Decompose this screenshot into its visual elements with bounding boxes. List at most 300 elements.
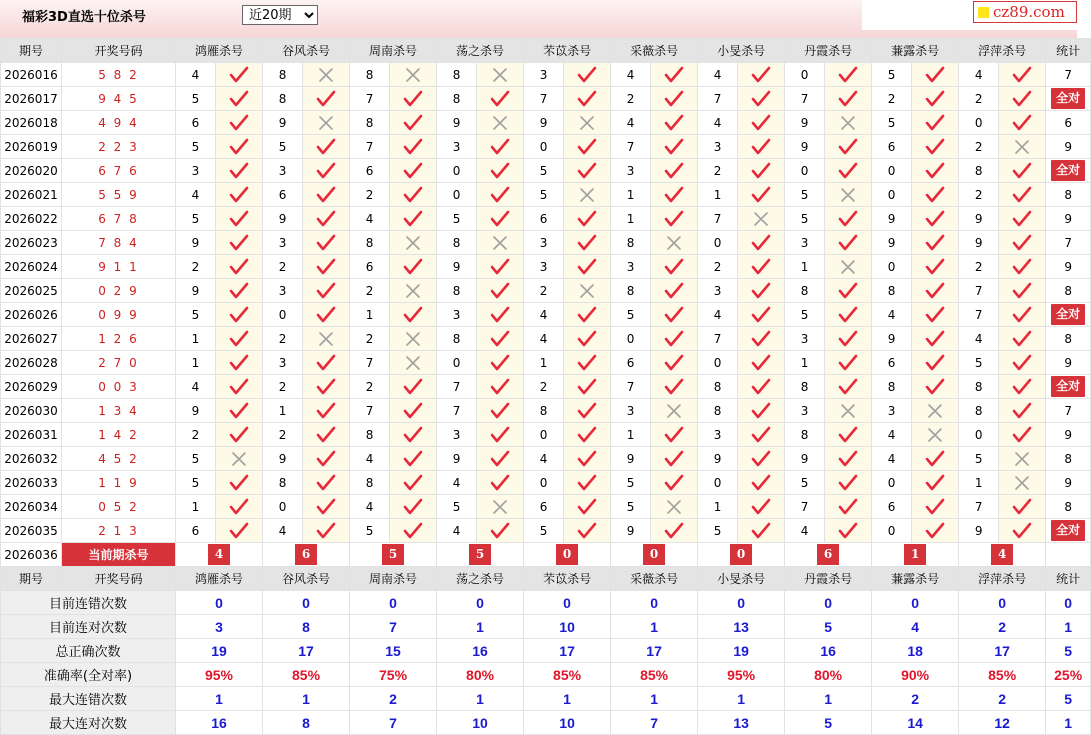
summary-value: 0 bbox=[872, 591, 959, 615]
summary-value: 0 bbox=[263, 591, 350, 615]
kill-result bbox=[912, 375, 959, 399]
kill-value: 0 bbox=[611, 327, 651, 351]
row-stat: 6 bbox=[1046, 111, 1091, 135]
kill-result bbox=[738, 519, 785, 543]
kill-result bbox=[477, 63, 524, 87]
check-icon bbox=[838, 474, 858, 492]
issue-number: 2026022 bbox=[1, 207, 62, 231]
summary-value: 4 bbox=[872, 615, 959, 639]
kill-value: 7 bbox=[437, 399, 477, 423]
check-icon bbox=[403, 474, 423, 492]
summary-value: 85% bbox=[611, 663, 698, 687]
kill-result bbox=[912, 111, 959, 135]
check-icon bbox=[403, 258, 423, 276]
row-stat: 9 bbox=[1046, 471, 1091, 495]
draw-number: 6 7 8 bbox=[62, 207, 176, 231]
kill-result bbox=[912, 471, 959, 495]
current-period-row bbox=[1, 543, 1091, 567]
check-icon bbox=[403, 306, 423, 324]
check-icon bbox=[1012, 234, 1032, 252]
cross-icon bbox=[490, 234, 510, 252]
kill-result bbox=[738, 495, 785, 519]
kill-result bbox=[912, 303, 959, 327]
kill-value: 5 bbox=[176, 471, 216, 495]
kill-value: 4 bbox=[785, 519, 825, 543]
table-row bbox=[1, 207, 1091, 231]
cross-icon bbox=[577, 114, 597, 132]
kill-value: 3 bbox=[524, 255, 564, 279]
kill-result bbox=[912, 327, 959, 351]
kill-value: 2 bbox=[263, 375, 303, 399]
kill-result bbox=[651, 447, 698, 471]
summary-stat: 0 bbox=[1046, 591, 1091, 615]
check-icon bbox=[490, 426, 510, 444]
kill-value: 3 bbox=[524, 63, 564, 87]
check-icon bbox=[403, 114, 423, 132]
kill-value: 4 bbox=[350, 207, 390, 231]
kill-value: 9 bbox=[611, 447, 651, 471]
current-kill-cell bbox=[698, 543, 785, 567]
check-icon bbox=[490, 138, 510, 156]
check-icon bbox=[229, 138, 249, 156]
summary-label: 目前连错次数 bbox=[1, 591, 176, 615]
summary-value: 1 bbox=[263, 687, 350, 711]
current-kill-cell bbox=[263, 543, 350, 567]
kill-value: 1 bbox=[524, 351, 564, 375]
check-icon bbox=[925, 474, 945, 492]
check-icon bbox=[751, 114, 771, 132]
draw-number: 5 5 9 bbox=[62, 183, 176, 207]
header-expert: 浮萍杀号 bbox=[959, 39, 1046, 63]
check-icon bbox=[925, 90, 945, 108]
kill-value: 6 bbox=[176, 111, 216, 135]
kill-result bbox=[651, 423, 698, 447]
check-icon bbox=[577, 522, 597, 540]
kill-result bbox=[738, 231, 785, 255]
summary-label: 目前连对次数 bbox=[1, 615, 176, 639]
check-icon bbox=[577, 330, 597, 348]
header-stat: 统计 bbox=[1046, 39, 1091, 63]
kill-result bbox=[825, 135, 872, 159]
draw-number: 4 9 4 bbox=[62, 111, 176, 135]
summary-row bbox=[1, 639, 1091, 663]
check-icon bbox=[1012, 354, 1032, 372]
check-icon bbox=[925, 234, 945, 252]
kill-result bbox=[216, 327, 263, 351]
kill-value: 2 bbox=[872, 87, 912, 111]
check-icon bbox=[229, 474, 249, 492]
kill-value: 5 bbox=[524, 183, 564, 207]
current-kill-cell bbox=[611, 543, 698, 567]
kill-value: 8 bbox=[350, 63, 390, 87]
summary-value: 2 bbox=[872, 687, 959, 711]
kill-result bbox=[303, 351, 350, 375]
header-expert: 丹霞杀号 bbox=[785, 567, 872, 591]
table-row bbox=[1, 423, 1091, 447]
kill-value: 0 bbox=[785, 159, 825, 183]
kill-value: 1 bbox=[698, 183, 738, 207]
kill-result bbox=[825, 87, 872, 111]
cross-icon bbox=[664, 498, 684, 516]
kill-result bbox=[564, 399, 611, 423]
kill-result bbox=[303, 159, 350, 183]
kill-value: 1 bbox=[698, 495, 738, 519]
kill-value: 9 bbox=[611, 519, 651, 543]
kill-result bbox=[216, 303, 263, 327]
issue-number: 2026018 bbox=[1, 111, 62, 135]
kill-value: 5 bbox=[263, 135, 303, 159]
kill-result bbox=[999, 279, 1046, 303]
kill-value: 8 bbox=[437, 231, 477, 255]
issue-number: 2026028 bbox=[1, 351, 62, 375]
summary-label: 最大连对次数 bbox=[1, 711, 176, 735]
draw-number: 7 8 4 bbox=[62, 231, 176, 255]
table-row bbox=[1, 279, 1091, 303]
kill-result bbox=[303, 495, 350, 519]
kill-result bbox=[216, 423, 263, 447]
current-kill-value: 4 bbox=[991, 544, 1013, 565]
check-icon bbox=[316, 138, 336, 156]
kill-value: 4 bbox=[611, 111, 651, 135]
kill-value: 9 bbox=[959, 207, 999, 231]
check-icon bbox=[664, 138, 684, 156]
kill-value: 3 bbox=[785, 231, 825, 255]
kill-value: 2 bbox=[698, 159, 738, 183]
summary-row bbox=[1, 615, 1091, 639]
summary-value: 7 bbox=[350, 711, 437, 735]
draw-number: 0 0 3 bbox=[62, 375, 176, 399]
cross-icon bbox=[577, 282, 597, 300]
kill-value: 2 bbox=[176, 255, 216, 279]
kill-result bbox=[825, 159, 872, 183]
kill-value: 5 bbox=[785, 303, 825, 327]
kill-result bbox=[390, 375, 437, 399]
kill-value: 0 bbox=[437, 183, 477, 207]
summary-value: 85% bbox=[524, 663, 611, 687]
summary-value: 2 bbox=[959, 615, 1046, 639]
kill-result bbox=[651, 495, 698, 519]
current-kill-cell bbox=[524, 543, 611, 567]
current-kill-value: 0 bbox=[643, 544, 665, 565]
issue-number: 2026019 bbox=[1, 135, 62, 159]
kill-value: 0 bbox=[524, 423, 564, 447]
header-expert: 谷风杀号 bbox=[263, 567, 350, 591]
kill-result bbox=[564, 255, 611, 279]
kill-value: 7 bbox=[698, 207, 738, 231]
kill-value: 8 bbox=[959, 159, 999, 183]
check-icon bbox=[316, 378, 336, 396]
summary-value: 90% bbox=[872, 663, 959, 687]
kill-value: 3 bbox=[263, 351, 303, 375]
summary-value: 7 bbox=[611, 711, 698, 735]
kill-result bbox=[912, 255, 959, 279]
kill-value: 6 bbox=[176, 519, 216, 543]
kill-result bbox=[564, 519, 611, 543]
kill-value: 2 bbox=[350, 375, 390, 399]
check-icon bbox=[838, 426, 858, 444]
summary-value: 16 bbox=[176, 711, 263, 735]
kill-result bbox=[477, 135, 524, 159]
cross-icon bbox=[1012, 450, 1032, 468]
issue-number: 2026032 bbox=[1, 447, 62, 471]
row-stat bbox=[1046, 303, 1091, 327]
kill-result bbox=[477, 399, 524, 423]
check-icon bbox=[1012, 162, 1032, 180]
kill-value: 3 bbox=[176, 159, 216, 183]
row-stat bbox=[1046, 519, 1091, 543]
kill-value: 3 bbox=[263, 231, 303, 255]
kill-value: 1 bbox=[176, 495, 216, 519]
kill-result bbox=[477, 495, 524, 519]
kill-value: 7 bbox=[611, 135, 651, 159]
summary-value: 95% bbox=[176, 663, 263, 687]
check-icon bbox=[751, 354, 771, 372]
all-correct-badge: 全对 bbox=[1051, 520, 1085, 541]
summary-value: 85% bbox=[263, 663, 350, 687]
summary-value: 0 bbox=[698, 591, 785, 615]
kill-result bbox=[912, 231, 959, 255]
kill-result bbox=[216, 231, 263, 255]
check-icon bbox=[316, 402, 336, 420]
row-stat bbox=[1046, 159, 1091, 183]
kill-result bbox=[303, 231, 350, 255]
summary-value: 19 bbox=[698, 639, 785, 663]
row-stat bbox=[1046, 375, 1091, 399]
kill-result bbox=[390, 519, 437, 543]
kill-result bbox=[651, 135, 698, 159]
current-kill-cell bbox=[437, 543, 524, 567]
summary-value: 10 bbox=[437, 711, 524, 735]
kill-value: 4 bbox=[524, 303, 564, 327]
issue-number: 2026016 bbox=[1, 63, 62, 87]
kill-result bbox=[999, 471, 1046, 495]
kill-result bbox=[216, 207, 263, 231]
summary-stat: 5 bbox=[1046, 687, 1091, 711]
check-icon bbox=[751, 90, 771, 108]
kill-result bbox=[390, 399, 437, 423]
kill-result bbox=[303, 519, 350, 543]
kill-result bbox=[825, 447, 872, 471]
kill-value: 5 bbox=[437, 207, 477, 231]
draw-number: 0 9 9 bbox=[62, 303, 176, 327]
kill-value: 7 bbox=[524, 87, 564, 111]
kill-value: 8 bbox=[872, 279, 912, 303]
check-icon bbox=[751, 522, 771, 540]
kill-value: 5 bbox=[611, 471, 651, 495]
table-row bbox=[1, 375, 1091, 399]
summary-value: 13 bbox=[698, 615, 785, 639]
kill-result bbox=[912, 63, 959, 87]
kill-value: 6 bbox=[872, 351, 912, 375]
cross-icon bbox=[316, 330, 336, 348]
kill-value: 0 bbox=[959, 111, 999, 135]
row-stat bbox=[1046, 87, 1091, 111]
row-stat: 8 bbox=[1046, 327, 1091, 351]
check-icon bbox=[664, 210, 684, 228]
check-icon bbox=[229, 330, 249, 348]
kill-result bbox=[216, 255, 263, 279]
kill-result bbox=[564, 183, 611, 207]
table-row bbox=[1, 111, 1091, 135]
check-icon bbox=[229, 306, 249, 324]
check-icon bbox=[664, 282, 684, 300]
kill-result bbox=[216, 63, 263, 87]
table-row bbox=[1, 303, 1091, 327]
kill-result bbox=[216, 519, 263, 543]
kill-value: 5 bbox=[872, 111, 912, 135]
check-icon bbox=[664, 90, 684, 108]
kill-result bbox=[564, 327, 611, 351]
kill-result bbox=[999, 375, 1046, 399]
check-icon bbox=[1012, 90, 1032, 108]
kill-result bbox=[738, 183, 785, 207]
kill-result bbox=[999, 447, 1046, 471]
summary-value: 80% bbox=[437, 663, 524, 687]
check-icon bbox=[925, 354, 945, 372]
kill-result bbox=[216, 279, 263, 303]
kill-result bbox=[738, 399, 785, 423]
kill-result bbox=[999, 183, 1046, 207]
issue-number: 2026031 bbox=[1, 423, 62, 447]
kill-result bbox=[738, 423, 785, 447]
kill-value: 0 bbox=[698, 351, 738, 375]
check-icon bbox=[925, 330, 945, 348]
check-icon bbox=[316, 258, 336, 276]
summary-value: 17 bbox=[524, 639, 611, 663]
kill-value: 3 bbox=[263, 279, 303, 303]
kill-result bbox=[999, 423, 1046, 447]
summary-value: 7 bbox=[350, 615, 437, 639]
all-correct-badge: 全对 bbox=[1051, 88, 1085, 109]
kill-value: 9 bbox=[872, 207, 912, 231]
kill-result bbox=[303, 255, 350, 279]
period-select[interactable] bbox=[242, 5, 318, 25]
summary-value: 1 bbox=[524, 687, 611, 711]
kill-result bbox=[303, 183, 350, 207]
check-icon bbox=[577, 474, 597, 492]
draw-number: 0 5 2 bbox=[62, 495, 176, 519]
check-icon bbox=[664, 162, 684, 180]
check-icon bbox=[751, 258, 771, 276]
kill-value: 4 bbox=[437, 519, 477, 543]
summary-value: 8 bbox=[263, 711, 350, 735]
kill-value: 9 bbox=[959, 231, 999, 255]
check-icon bbox=[403, 162, 423, 180]
check-icon bbox=[577, 378, 597, 396]
check-icon bbox=[1012, 258, 1032, 276]
kill-result bbox=[390, 183, 437, 207]
kill-result bbox=[738, 207, 785, 231]
summary-value: 85% bbox=[959, 663, 1046, 687]
summary-label: 总正确次数 bbox=[1, 639, 176, 663]
kill-result bbox=[390, 471, 437, 495]
issue-number: 2026029 bbox=[1, 375, 62, 399]
header-expert: 采薇杀号 bbox=[611, 39, 698, 63]
kill-value: 0 bbox=[872, 159, 912, 183]
check-icon bbox=[751, 186, 771, 204]
kill-result bbox=[477, 519, 524, 543]
kill-value: 7 bbox=[698, 87, 738, 111]
check-icon bbox=[490, 354, 510, 372]
cross-icon bbox=[664, 234, 684, 252]
kill-value: 5 bbox=[872, 63, 912, 87]
kill-value: 8 bbox=[959, 399, 999, 423]
header-expert: 芣苡杀号 bbox=[524, 567, 611, 591]
summary-value: 75% bbox=[350, 663, 437, 687]
check-icon bbox=[838, 90, 858, 108]
check-icon bbox=[316, 474, 336, 492]
kill-value: 2 bbox=[350, 327, 390, 351]
draw-number: 9 4 5 bbox=[62, 87, 176, 111]
check-icon bbox=[490, 90, 510, 108]
summary-value: 14 bbox=[872, 711, 959, 735]
kill-result bbox=[738, 111, 785, 135]
kill-value: 0 bbox=[263, 495, 303, 519]
kill-result bbox=[651, 87, 698, 111]
table-row bbox=[1, 231, 1091, 255]
check-icon bbox=[577, 498, 597, 516]
issue-number: 2026034 bbox=[1, 495, 62, 519]
kill-result bbox=[216, 495, 263, 519]
check-icon bbox=[838, 162, 858, 180]
check-icon bbox=[751, 138, 771, 156]
header-expert: 小旻杀号 bbox=[698, 39, 785, 63]
kill-result bbox=[825, 375, 872, 399]
kill-result bbox=[216, 159, 263, 183]
top-bar bbox=[0, 0, 1077, 39]
kill-result bbox=[999, 135, 1046, 159]
current-kill-value: 6 bbox=[817, 544, 839, 565]
current-kill-value: 5 bbox=[469, 544, 491, 565]
kill-value: 5 bbox=[176, 87, 216, 111]
site-logo[interactable] bbox=[973, 1, 1077, 23]
current-period-label: 当前期杀号 bbox=[62, 543, 176, 567]
kill-result bbox=[390, 351, 437, 375]
kill-value: 0 bbox=[872, 519, 912, 543]
kill-value: 0 bbox=[524, 135, 564, 159]
kill-value: 2 bbox=[611, 87, 651, 111]
current-kill-cell bbox=[872, 543, 959, 567]
header-expert: 丹霞杀号 bbox=[785, 39, 872, 63]
summary-value: 15 bbox=[350, 639, 437, 663]
kill-result bbox=[477, 279, 524, 303]
kill-result bbox=[651, 183, 698, 207]
kill-result bbox=[912, 423, 959, 447]
check-icon bbox=[751, 66, 771, 84]
kill-value: 8 bbox=[350, 471, 390, 495]
check-icon bbox=[1012, 378, 1032, 396]
kill-result bbox=[651, 207, 698, 231]
kill-value: 4 bbox=[698, 111, 738, 135]
kill-value: 9 bbox=[872, 231, 912, 255]
kill-result bbox=[825, 207, 872, 231]
current-kill-cell bbox=[350, 543, 437, 567]
row-stat: 9 bbox=[1046, 423, 1091, 447]
row-stat: 9 bbox=[1046, 351, 1091, 375]
kill-value: 6 bbox=[524, 495, 564, 519]
kill-result bbox=[738, 159, 785, 183]
draw-number: 2 2 3 bbox=[62, 135, 176, 159]
kill-value: 5 bbox=[524, 519, 564, 543]
summary-value: 10 bbox=[524, 615, 611, 639]
check-icon bbox=[490, 378, 510, 396]
draw-number: 9 1 1 bbox=[62, 255, 176, 279]
kill-value: 8 bbox=[524, 399, 564, 423]
kill-result bbox=[303, 111, 350, 135]
check-icon bbox=[403, 90, 423, 108]
check-icon bbox=[925, 114, 945, 132]
kill-result bbox=[738, 447, 785, 471]
